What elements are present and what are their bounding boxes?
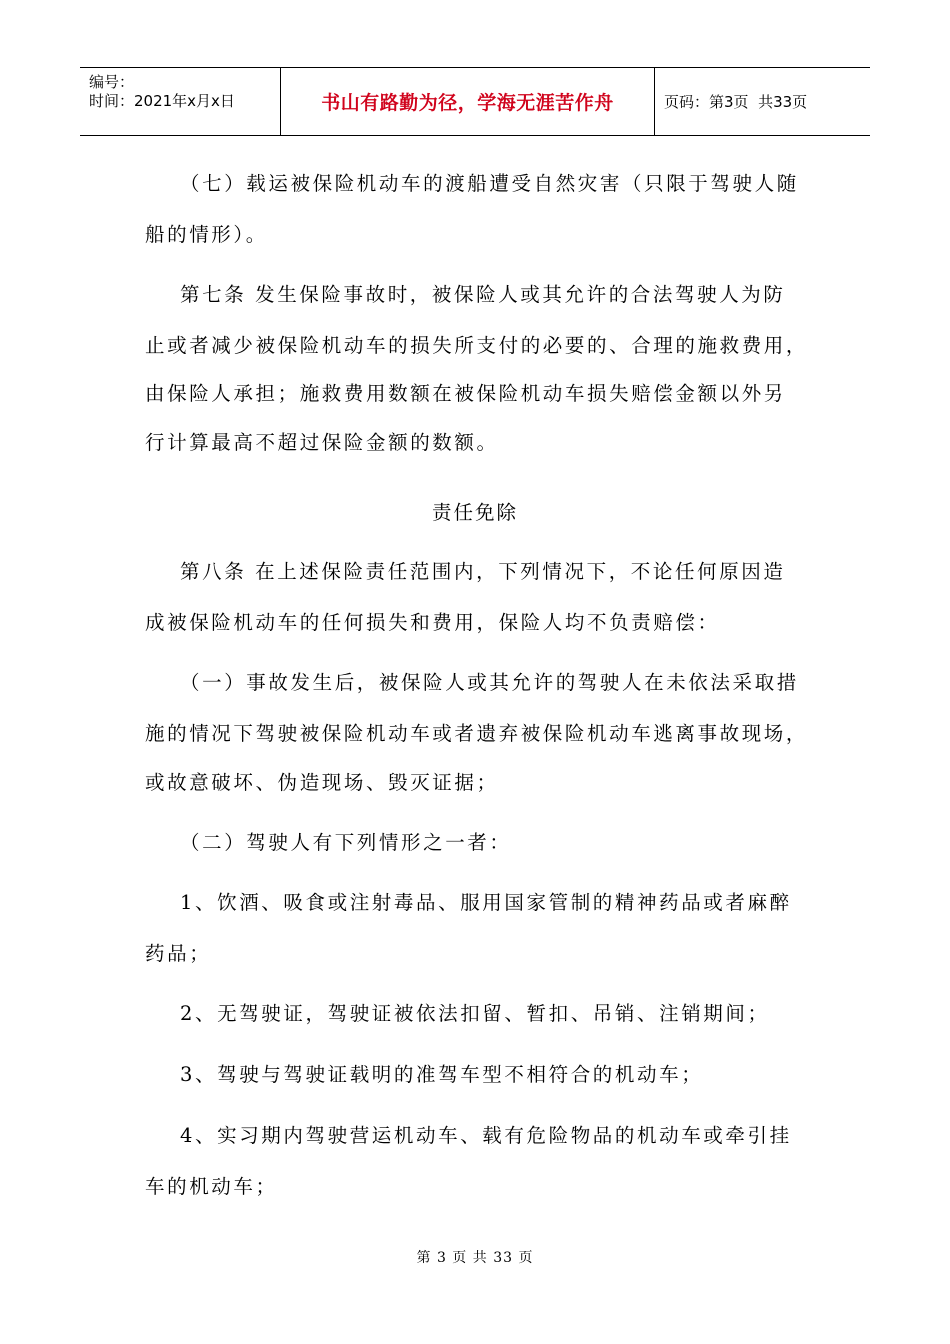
paragraph-line: 施的情况下驾驶被保险机动车或者遗弃被保险机动车逃离事故现场， <box>145 722 809 745</box>
list-item-line: 药品； <box>145 942 212 965</box>
page-footer: 第 3 页 共 33 页 <box>416 1250 534 1266</box>
article-7-line: 第七条 发生保险事故时，被保险人或其允许的合法驾驶人为防 <box>180 283 786 306</box>
paragraph-line: 或故意破坏、伪造现场、毁灭证据； <box>145 771 499 794</box>
paragraph-line: 船的情形）。 <box>145 223 268 246</box>
paragraph-line: 行计算最高不超过保险金额的数额。 <box>145 431 499 454</box>
paragraph-line: （一）事故发生后，被保险人或其允许的驾驶人在未依法采取措 <box>180 671 799 694</box>
paragraph-line: （二）驾驶人有下列情形之一者： <box>180 831 512 854</box>
header-page-info: 页码：第3页 共33页 <box>664 93 808 111</box>
paragraph-line: 止或者减少被保险机动车的损失所支付的必要的、合理的施救费用， <box>145 334 809 357</box>
document-number-label: 编号： <box>89 73 135 91</box>
page-header <box>80 67 870 136</box>
paragraph-line: 由保险人承担；施救费用数额在被保险机动车损失赔偿金额以外另 <box>145 382 786 405</box>
list-item-line: 车的机动车； <box>145 1175 278 1198</box>
header-motto-cell <box>281 68 655 135</box>
list-item-line: 4、实习期内驾驶营运机动车、载有危险物品的机动车或牵引挂 <box>180 1124 792 1147</box>
list-item-line: 2、无驾驶证，驾驶证被依法扣留、暂扣、吊销、注销期间； <box>180 1002 770 1025</box>
header-page-cell <box>655 68 870 135</box>
section-heading: 责任免除 <box>431 501 518 524</box>
document-time-label: 时间：2021年x月x日 <box>89 92 235 110</box>
article-8-line: 第八条 在上述保险责任范围内，下列情况下，不论任何原因造 <box>180 560 786 583</box>
header-motto: 书山有路勤为径，学海无涯苦作舟 <box>321 92 614 114</box>
list-item-line: 1、饮酒、吸食或注射毒品、服用国家管制的精神药品或者麻醉 <box>180 891 792 914</box>
paragraph-line: 成被保险机动车的任何损失和费用，保险人均不负责赔偿： <box>145 611 720 634</box>
header-meta-cell <box>80 68 281 135</box>
paragraph-line: （七）载运被保险机动车的渡船遭受自然灾害（只限于驾驶人随 <box>180 172 799 195</box>
list-item-line: 3、驾驶与驾驶证载明的准驾车型不相符合的机动车； <box>180 1063 704 1086</box>
